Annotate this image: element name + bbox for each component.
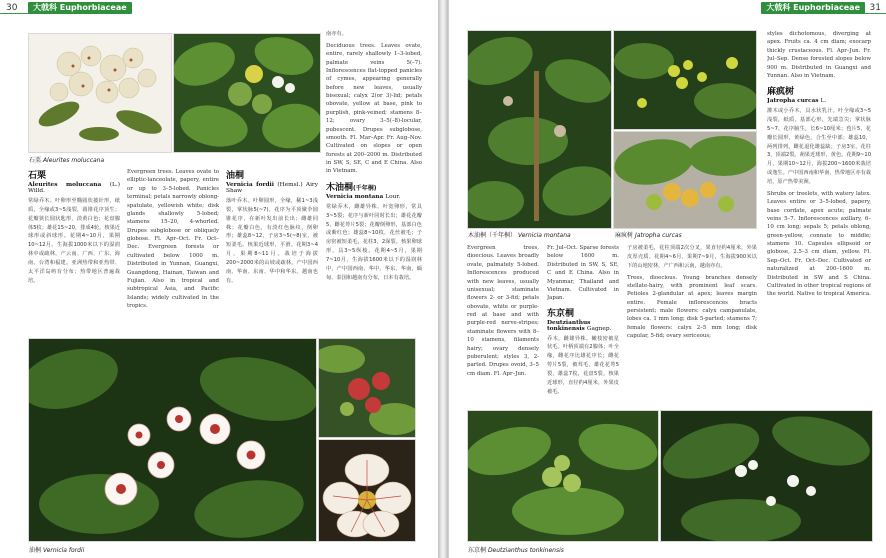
book-gutter: [438, 0, 448, 558]
caption-latin: Vernicia fordii: [42, 547, 85, 554]
continued-text-cn: 南亦有。: [326, 31, 347, 37]
photo-vernicia-fordii-fruit: [173, 33, 321, 153]
caption-deutzianthus: [468, 545, 564, 554]
species-description-cn: 灌木或小乔木，具水状乳汁。叶全缘或3~5浅裂，纸质，基部心形，先端急尖；掌状脉5~7，花序腋生，长6~10厘米；苞片5，花瓣长圆形，黄绿色，合生至中部；雄蕊10，两列排列，雌花退化雄蕊缺；子房3室，花柱3，顶端2裂。蒴果近球形，黄色。花期9~10月，果期10~12月，海拔200~1600米栽培或逸生。产中国西南和华南，热带地区亦有栽培，原产热带美洲。: [767, 108, 871, 185]
page-number: 31: [869, 3, 881, 13]
caption-latin: Vernicia montana: [517, 232, 571, 239]
species-description-en: Trees, dioecious. Young branches densely stellate-hairy, with prominent leaf scars. Petioles 2-glandular at apex; leaves margin entire. Female inflorescences bracts persistent; male flowers: calyx campanulate, lobes ca. 1 mm long; disk 5-parted; stamens 7; female flowers: calyx 2–5 mm long; disk capular, 5-fid; ovary sericeous;: [627, 274, 757, 340]
caption-latin: Deutzianthus tonkinensis: [487, 547, 564, 554]
page-number: 30: [6, 3, 18, 13]
text-column-3: [627, 244, 757, 404]
species-name-latin: Deutzianthus tonkinensis Gagnep.: [547, 319, 612, 332]
photo-jatropha-flowers: [613, 30, 757, 130]
species-description-cn: 常绿乔木，雌雄异株。叶宽卵形，常具3~5裂；花序与新叶同时长出；雄花花瓣5，雌花萼片5裂；花瓣倒卵形，基部白色或紫红色；雄蕊8~10枚，花丝被毛；子房密被短柔毛，花柱3，2深裂。核果卵球形，具3~5纵棱。花期4~5月，果期7~10月，生海拔1600米以下的湿润林中，产中国西南、华中、华东、华南，缅甸、泰国和越南有分布，日本有栽培。: [326, 203, 422, 281]
caption-latin: Jatropha curcas: [634, 232, 682, 239]
caption-vernicia-montana: [468, 230, 571, 239]
text-column-3: [226, 168, 318, 334]
left-page: [0, 0, 439, 558]
text-column-2: [547, 244, 619, 404]
text-column-1: [28, 168, 120, 334]
photo-deutzianthus-fruit: [467, 410, 659, 542]
caption-cn: 石栗: [29, 157, 42, 164]
caption-jatropha: [615, 230, 682, 239]
text-column-1: [467, 244, 539, 404]
section-header: 大戟科 Euphorbiaceae: [28, 2, 132, 14]
species-name-cn: 木油桐(千年桐): [326, 182, 377, 193]
species-name-latin: Jatropha curcas L.: [767, 98, 827, 105]
caption-cn: 木油桐（千年桐）: [468, 232, 517, 239]
photo-vernicia-fordii-flower-closeup: [318, 439, 416, 542]
species-description-en: Deciduous trees. Leaves ovate, entire, rarely shallowly 1–3-lobed, palmate veins 5(–7). Inflorescences flat-topped panicles of cymes, appearing generally before new leaves, usually bisexual; calyx 2(or 3)-lid; petals obovate, yellow at base, pink to purplish, pink-veined; stamens 8–12; ovary 3–5(–8)-locular, pubescent. Drupes subglobose, smooth. Fl. Mar–Apr. Fr. Aug–Nov. Cultivated on slopes or open forests at 200–2000 m. Distributed in SW, S, SE, C and E China. Also in Vietnam.: [326, 42, 422, 175]
species-name-cn: 石栗: [28, 171, 47, 181]
photo-aleurites-flowers: [28, 33, 172, 153]
photo-jatropha-fruit: [613, 131, 757, 229]
photo-vernicia-fordii-fruit-red: [318, 338, 416, 438]
caption-aleurites: [29, 155, 104, 164]
text-column-2: [127, 168, 219, 334]
species-name-latin: Vernicia fordii (Hemsl.) Airy Shaw: [226, 182, 318, 194]
caption-latin: Aleurites moluccana: [42, 157, 105, 164]
species-description-en: Shrubs or treelets, with watery latex. Leaves entire or 3–5-lobed, papery, base cordate, apex acute; palmate veins 5–7. Inflorescences axillary, 6–10 cm long; sepals 5; petals oblong, green-yellow, connate to middle; stamens 10. Capsules ellipsoid or globose, 2.5–3 cm diam, yellow. Fl. Sep–Oct. Fr. Oct–Dec. Cultivated or naturalized at 200–1600 m. Distributed in SW and S China. Cultivated in other tropical regions of the world. Native to tropical America.: [767, 190, 871, 298]
continued-text-en: styles dichotomous, diverging at apex. Fruits ca. 4 cm diam; exocarp thickly crustaceous. Fl. Apr–Jun. Fr. Jul–Sep. Dense forested slopes below 900 m. Distributed in Guangxi and Yunnan. Also in Vietnam.: [767, 31, 871, 79]
caption-cn: 油桐: [29, 547, 42, 554]
photo-vernicia-fordii-flowers: [28, 338, 317, 542]
section-header: 大戟科 Euphorbiaceae: [761, 2, 865, 14]
species-name-latin: Aleurites moluccana (L.) Willd.: [28, 182, 120, 194]
species-description-cn: 落叶乔木。叶卵圆形，全缘，稀1~3浅裂，掌状脉5(~7)。花序为平顶聚伞圆锥花序，在新叶发出前长出；雌雄同株；花瓣白色，有淡红色脉纹，倒卵形；雄蕊8~12，子房3~5(~8)室，被短柔毛。核果近球形，平滑。花期3~4月，果期8~11月。栽培于海拔200~2000米的山坡或疏林。产中国西南、华南、东南、华中和华东。越南也有。: [226, 198, 318, 284]
photo-vernicia-montana-tree: [467, 30, 612, 229]
species-description-en: Evergreen trees. Leaves ovate to elliptic-lanceolate, papery, entire or up to 3–5-lobed. Panicles terminal; petals narrowly oblong-spatulate, yellowish white; disk glands shallowly 5-lobed; stamens 15–20, 4-whorled. Drupes subglobose or obliquely globose. Fl. Apr–Oct. Fr. Oct–Dec. Evergreen forests or cultivated below 1000 m. Distributed in Yunnan, Guangxi, Guangdong, Hainan, Taiwan and Fujian. Also in tropical and subtropical Asia, and Pacific Islands; widely cultivated in the tropics.: [127, 169, 219, 309]
right-page: [448, 0, 886, 558]
continued-text-cn: 子房被柔毛，花柱顶端2次分叉，果直径约4厘米，外果皮厚壳质。花期4~6月，果期7~9月，生海拔900米以下的山地密林，产广西和云南，越南亦有。: [627, 245, 757, 269]
photo-deutzianthus-flowers: [660, 410, 873, 542]
species-description-en: Evergreen trees, dioecious. Leaves broadly ovate, palmately 5-lobed. Inflorescences produced with new leaves, usually unisexual; staminate flowers 2- or 3-fid; petals obovate, white or purple-red at base and with purple-red nerve-stripes; staminate flowers with 8–10 stamens, filaments hairy; ovary densely puberulent; styles 3, 2-parted. Drupes ovoid, 3–5 cm diam. Fl. Apr–Jun.: [467, 245, 539, 377]
continued-text-en: Fr. Jul–Oct. Sparse forests below 1600 m. Distributed in SW, S, SE, C and E China. Also in Myanmar, Thailand and Vietnam. Cultivated in Japan.: [547, 245, 619, 302]
text-column-4: [767, 30, 871, 410]
species-name-cn: 东京桐: [547, 308, 575, 319]
caption-vernicia-fordii: [29, 545, 84, 554]
caption-cn: 麻疯树: [615, 232, 634, 239]
species-name-cn: 油桐: [226, 171, 245, 181]
species-description-cn: 乔木，雌雄异株。嫩枝密被星状毛。叶柄顶端有2腺体；叶全缘，雌花序比雄花序长；雌花萼片5裂，被茸毛，雄花花萼5裂，雄蕊7枚，花盘5裂。核果近球形，直径约4厘米，外果皮被毛。: [547, 335, 619, 395]
text-column-4: [326, 30, 422, 334]
species-name-latin: Vernicia montana Lour.: [326, 193, 401, 200]
species-name-cn: 麻疯树: [767, 87, 795, 98]
species-description-cn: 常绿乔木。叶卵形至椭圆状披针形，纸质，全缘或3~5浅裂，圆锥花序顶生；花瓣狭长圆状匙形，淡黄白色；花盘腺体5枚；雄花15~20，排成4轮。核果近球形或斜球形。花期4~10月，果期10~12月。生海拔1000米以下的湿润林中或疏林，产云南、广西、广东、海南、台湾和福建。亚洲热带和亚热带、太平洋岛屿有分布；热带地区普遍栽培。: [28, 198, 120, 284]
caption-cn: 东京桐: [468, 547, 487, 554]
